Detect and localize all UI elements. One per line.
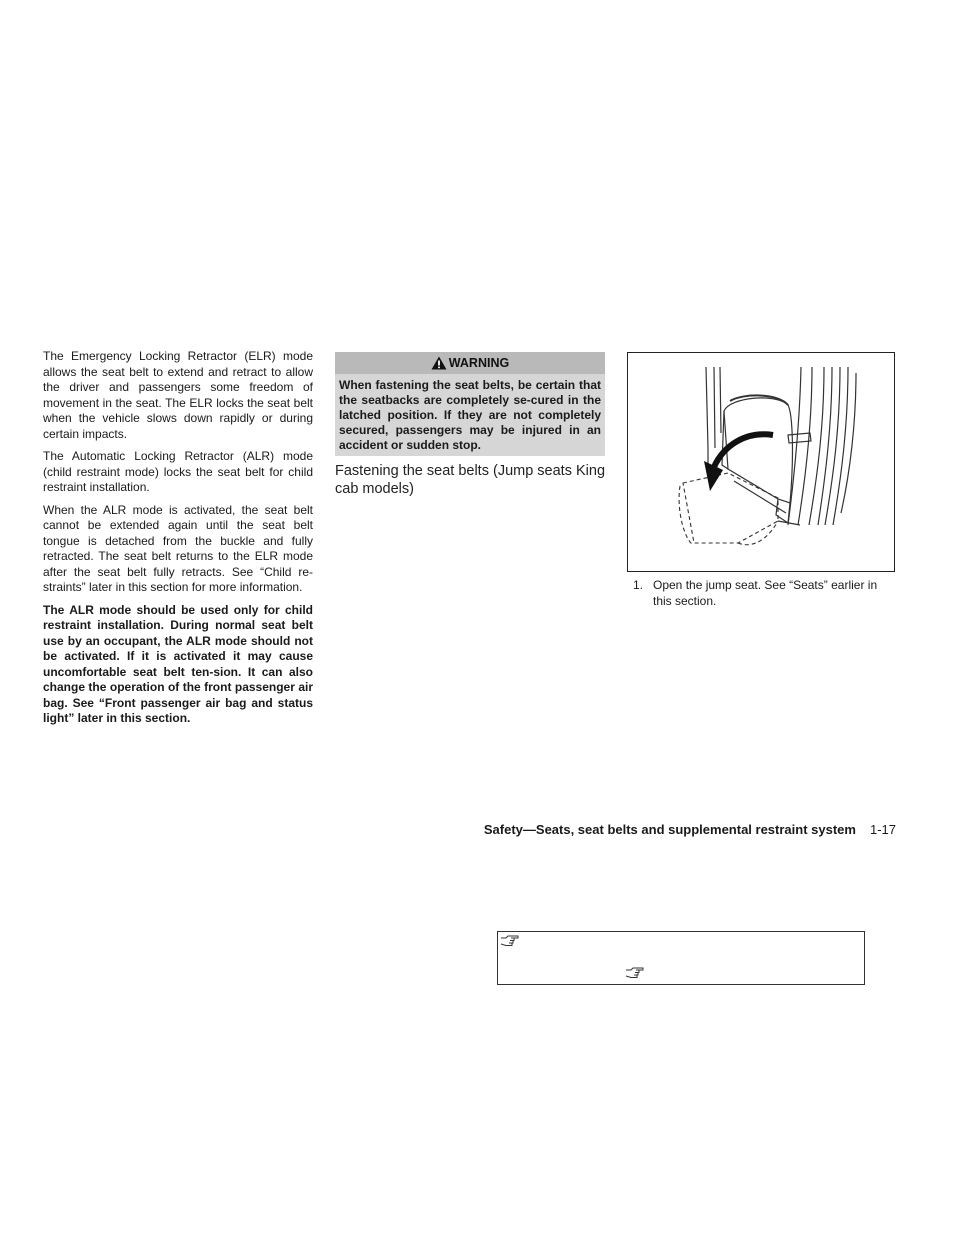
section-subheading: Fastening the seat belts (Jump seats King cab models) xyxy=(335,463,606,497)
alr-activated-paragraph: When the ALR mode is activated, the seat belt cannot be extended again until the seat belt tongue is detached from the buckle and fully retracted. The seat belt returns to the ELR mode after the seat belt fully retracts. See “Child re-straints” later in this section for more information. xyxy=(43,502,313,594)
alr-paragraph: The Automatic Locking Retractor (ALR) mode (child restraint mode) locks the seat belt for child restraint installation. xyxy=(43,449,313,494)
warning-body: When fastening the seat belts, be certain that the seatbacks are completely se-cured in the latched position. If they are not completely secured, passengers may be injured in an accident or sudden stop. xyxy=(339,378,601,452)
jump-seat-figure xyxy=(627,352,895,572)
caption-number: 1. xyxy=(633,578,644,592)
page-number: 1-17 xyxy=(869,822,896,837)
reference-box xyxy=(497,931,865,985)
alr-notice-paragraph: The ALR mode should be used only for child restraint installation. During normal seat belt use by an occupant, the ALR mode should not be activated. If it is activated it may cause uncomfortable seat belt ten-sion. It can also change the operation of the front passenger air bag. See “Front passenger air bag and status light” later in this section. xyxy=(43,602,313,725)
pointing-hand-icon xyxy=(500,934,520,948)
jump-seat-illustration xyxy=(628,353,894,571)
warning-box xyxy=(335,352,605,456)
footer-section-title: Safety—Seats, seat belts and supplemental restraint system xyxy=(483,822,856,837)
warning-triangle-icon xyxy=(431,356,447,370)
elr-paragraph: The Emergency Locking Retractor (ELR) mode allows the seat belt to extend and retract to allow the driver and passengers some freedom of movement in the seat. The ELR locks the seat belt when the vehicle slows down rapidly or during certain impacts. xyxy=(43,349,313,441)
figure-caption xyxy=(633,578,897,609)
warning-header xyxy=(335,352,605,374)
caption-text: Open the jump seat. See “Seats” earlier in this section. xyxy=(653,578,878,608)
pointing-hand-icon xyxy=(625,966,645,980)
page-footer xyxy=(380,821,896,839)
warning-title: WARNING xyxy=(448,356,510,370)
left-column xyxy=(43,349,313,734)
